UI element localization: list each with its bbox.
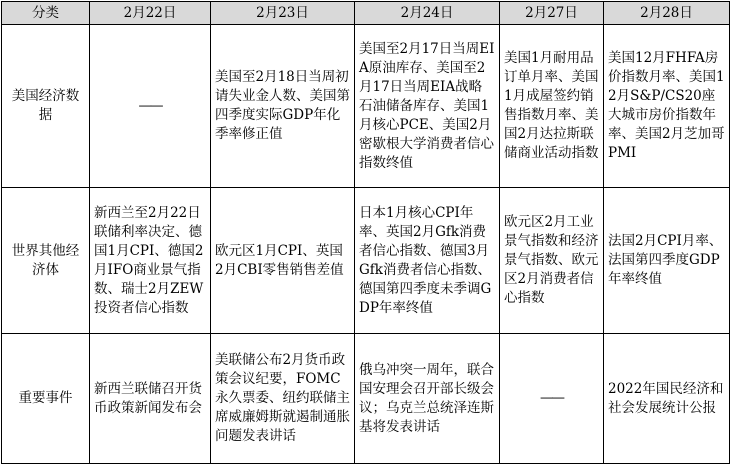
row-label-us-economic-data: 美国经济数据	[2, 25, 90, 188]
header-date: 2月22日	[90, 2, 211, 25]
table-row	[2, 25, 730, 188]
table-cell: 欧元区1月CPI、英国2月CBI零售销售差值	[211, 188, 355, 334]
table-cell: 美国至2月17日当周EIA原油库存、美国至2月17日当周EIA战略石油储备库存、美国1月核心PCE、美国2月密歇根大学消费者信心指数终值	[355, 25, 500, 188]
header-date: 2月28日	[604, 2, 730, 25]
table-cell: ——	[500, 334, 604, 464]
table-cell: 日本1月核心CPI年率、英国2月Gfk消费者信心指数、德国3月Gfk消费者信心指数、德国第四季度未季调GDP年率终值	[355, 188, 500, 334]
header-row	[2, 2, 730, 25]
table-cell: ——	[90, 25, 211, 188]
economic-calendar-table	[1, 1, 730, 464]
table-cell: 新西兰至2月22日联储利率决定、德国1月CPI、德国2月IFO商业景气指数、瑞士2月ZEW投资者信心指数	[90, 188, 211, 334]
table-row	[2, 334, 730, 464]
row-label-other-economies: 世界其他经济体	[2, 188, 90, 334]
table-cell: 法国2月CPI月率、法国第四季度GDP年率终值	[604, 188, 730, 334]
header-date: 2月23日	[211, 2, 355, 25]
table-cell: 新西兰联储召开货币政策新闻发布会	[90, 334, 211, 464]
table-cell: 2022年国民经济和社会发展统计公报	[604, 334, 730, 464]
table-cell: 欧元区2月工业景气指数和经济景气指数、欧元区2月消费者信心指数	[500, 188, 604, 334]
table-row	[2, 188, 730, 334]
header-category: 分类	[2, 2, 90, 25]
header-date: 2月24日	[355, 2, 500, 25]
table-cell: 美联储公布2月货币政策会议纪要，FOMC永久票委、纽约联储主席威廉姆斯就遏制通胀问题发表讲话	[211, 334, 355, 464]
table-cell: 美国1月耐用品订单月率、美国1月成屋签约销售指数月率、美国2月达拉斯联储商业活动指数	[500, 25, 604, 188]
table-cell: 俄乌冲突一周年，联合国安理会召开部长级会议；乌克兰总统泽连斯基将发表讲话	[355, 334, 500, 464]
table-cell: 美国至2月18日当周初请失业金人数、美国第四季度实际GDP年化季率修正值	[211, 25, 355, 188]
header-date: 2月27日	[500, 2, 604, 25]
row-label-key-events: 重要事件	[2, 334, 90, 464]
table-cell: 美国12月FHFA房价指数月率、美国12月S&P/CS20座大城市房价指数年率、美国2月芝加哥PMI	[604, 25, 730, 188]
